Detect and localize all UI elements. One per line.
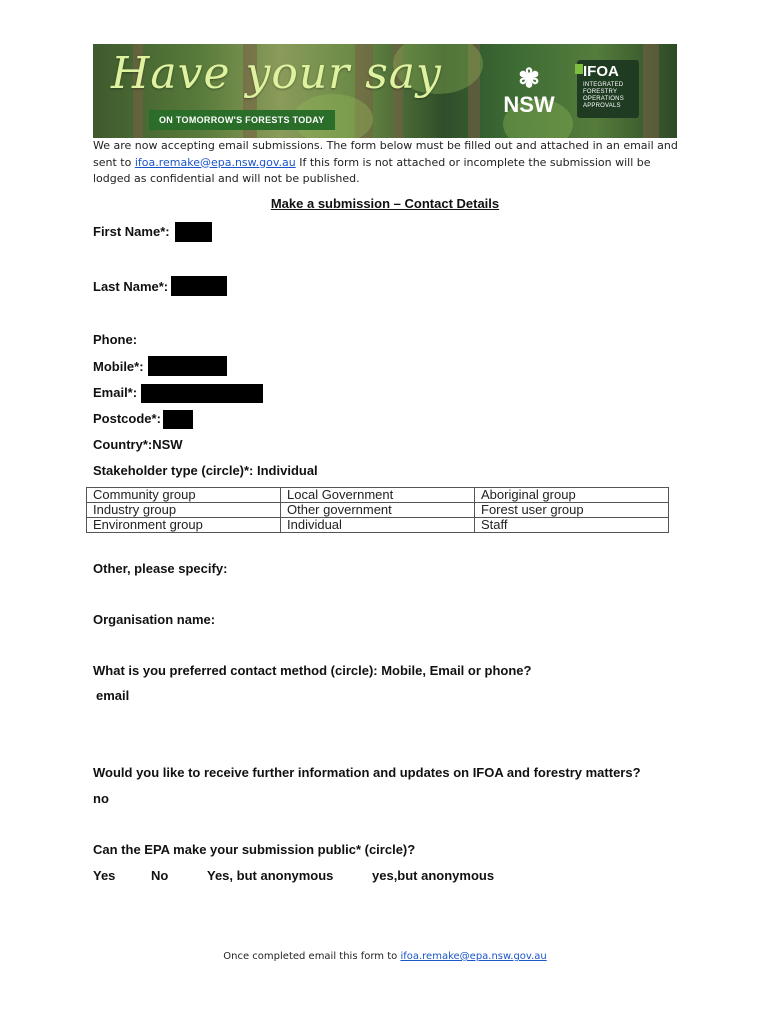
intro-email-link[interactable]: ifoa.remake@epa.nsw.gov.au xyxy=(134,155,296,169)
page-title: Make a submission – Contact Details xyxy=(270,196,500,211)
table-row xyxy=(87,488,669,503)
table-cell[interactable]: Aboriginal group xyxy=(475,488,669,503)
public-option-yes[interactable]: Yes xyxy=(93,868,116,883)
table-row xyxy=(87,518,669,533)
email-redacted-value xyxy=(141,384,263,403)
intro-paragraph xyxy=(93,138,683,188)
first-name-redacted-value xyxy=(175,222,212,242)
organisation-name-label: Organisation name: xyxy=(93,612,216,627)
footer-email-link[interactable]: ifoa.remake@epa.nsw.gov.au xyxy=(400,951,547,962)
table-cell[interactable]: Community group xyxy=(87,488,281,503)
country-field: Country*:NSW xyxy=(93,437,183,452)
nsw-logo-text: NSW xyxy=(503,92,555,117)
table-cell[interactable]: Industry group xyxy=(87,503,281,518)
table-cell[interactable]: Local Government xyxy=(281,488,475,503)
nsw-logo xyxy=(497,64,561,118)
stakeholder-type-field: Stakeholder type (circle)*: Individual xyxy=(93,463,318,478)
last-name-label: Last Name*: xyxy=(93,279,169,294)
email-label: Email*: xyxy=(93,385,138,400)
table-cell[interactable]: Forest user group xyxy=(475,503,669,518)
public-submission-question: Can the EPA make your submission public* (circle)? xyxy=(93,842,416,857)
footer-text: Once completed email this form to xyxy=(223,951,401,962)
mobile-redacted-value xyxy=(148,356,227,376)
intro-text-2: If this form is not attached or incomplete the submission will be lodged as confidential and will not be published. xyxy=(93,155,651,185)
updates-question: Would you like to receive further information and updates on IFOA and forestry matters? xyxy=(93,765,641,780)
public-option-yes-anonymous[interactable]: Yes, but anonymous xyxy=(207,868,334,883)
header-banner xyxy=(93,44,677,138)
ifoa-logo-subtext: INTEGRATED FORESTRY OPERATIONS APPROVALS xyxy=(583,82,624,109)
table-cell[interactable]: Environment group xyxy=(87,518,281,533)
table-cell[interactable]: Individual xyxy=(281,518,475,533)
mobile-label: Mobile*: xyxy=(93,359,144,374)
table-cell[interactable]: Staff xyxy=(475,518,669,533)
table-row xyxy=(87,503,669,518)
contact-method-question: What is you preferred contact method (circle): Mobile, Email or phone? xyxy=(93,663,532,678)
public-option-handwritten-answer: yes,but anonymous xyxy=(372,868,495,883)
first-name-label: First Name*: xyxy=(93,224,170,239)
postcode-redacted-value xyxy=(163,410,193,429)
table-cell[interactable]: Other government xyxy=(281,503,475,518)
ifoa-leaf-icon xyxy=(575,64,583,74)
waratah-icon: ✾ xyxy=(518,63,540,93)
footer-note xyxy=(0,951,770,962)
banner-tagline: ON TOMORROW'S FORESTS TODAY xyxy=(149,110,335,130)
postcode-label: Postcode*: xyxy=(93,411,161,426)
ifoa-logo-text: IFOA xyxy=(583,63,619,80)
stakeholder-type-table xyxy=(86,487,669,533)
public-option-no[interactable]: No xyxy=(151,868,169,883)
contact-method-answer: email xyxy=(96,688,130,703)
other-specify-label: Other, please specify: xyxy=(93,561,228,576)
banner-script-title: Have your say xyxy=(111,48,442,99)
phone-label: Phone: xyxy=(93,332,138,347)
updates-answer: no xyxy=(93,791,109,806)
intro-text-1: We are now accepting email submissions. The form below must be filled out and attached in an email and sent to xyxy=(93,139,678,169)
last-name-redacted-value xyxy=(171,276,227,296)
ifoa-logo xyxy=(577,60,639,118)
